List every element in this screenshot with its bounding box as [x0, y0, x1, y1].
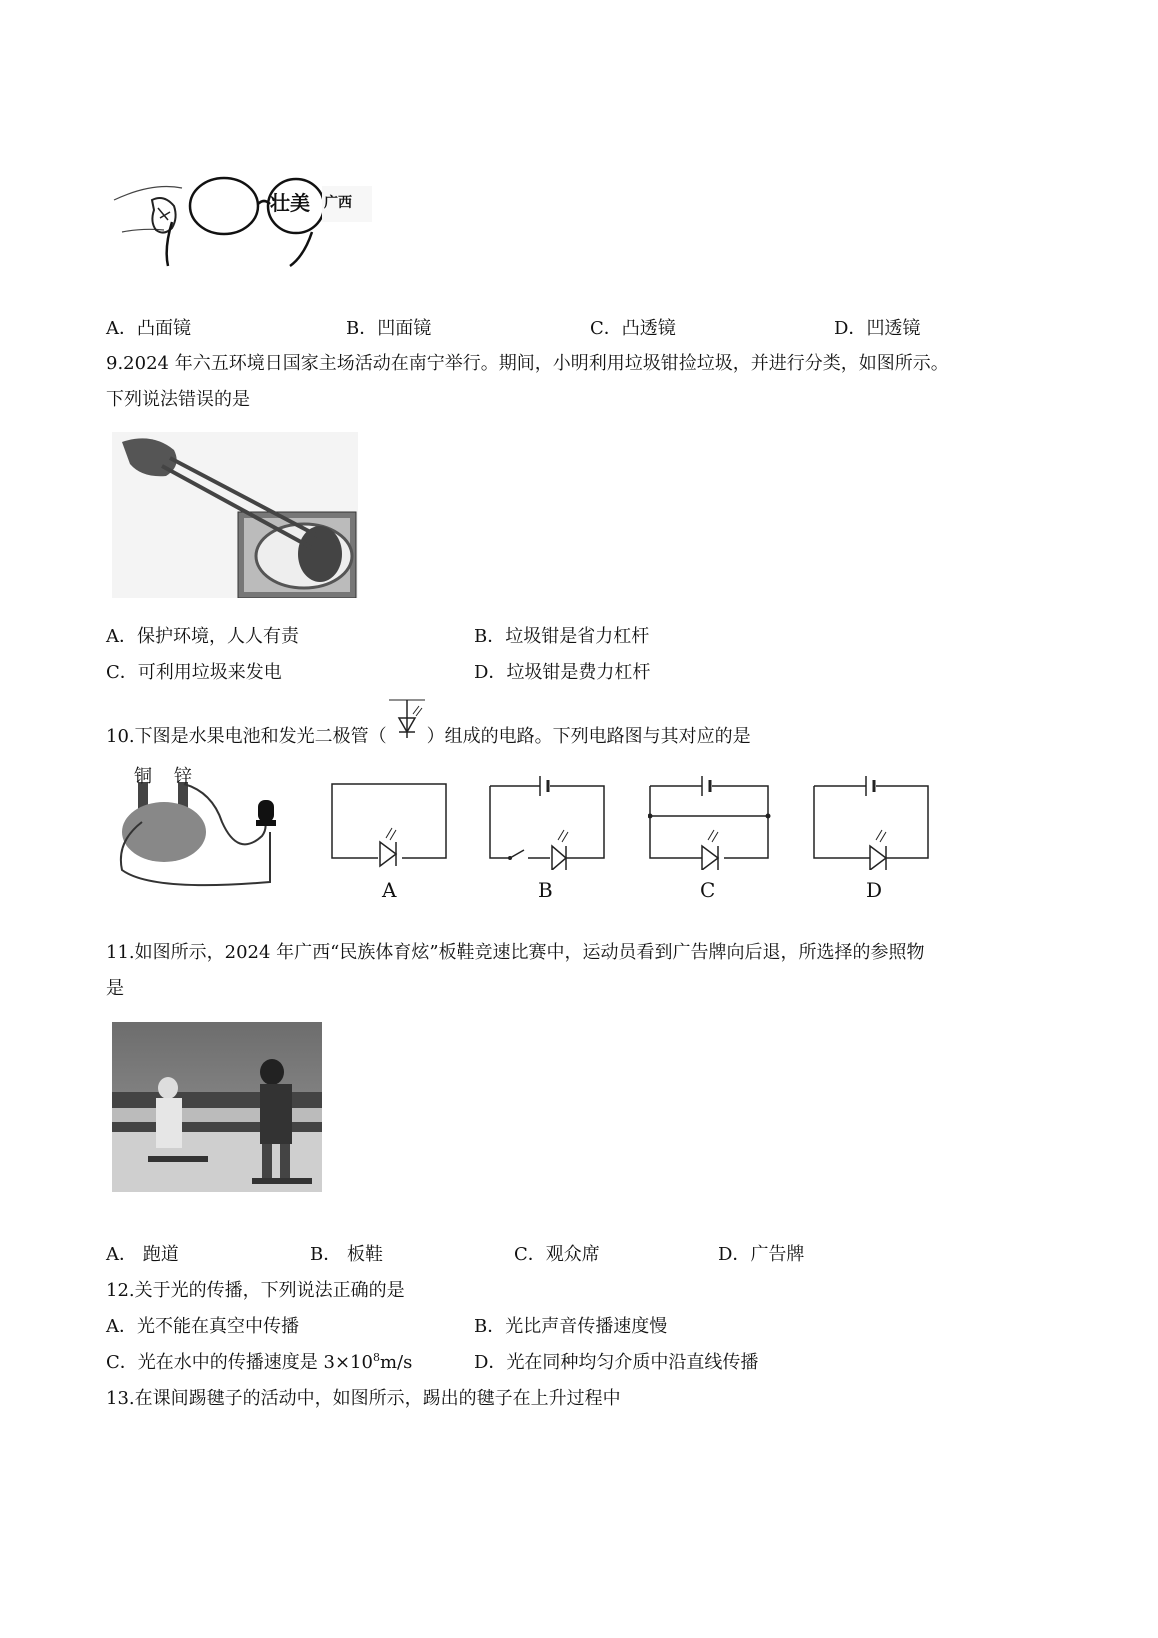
q11-figure-race-photo	[112, 1022, 322, 1192]
q8-option-b[interactable]: B．凹面镜	[346, 318, 432, 339]
q10-circuit-d[interactable]	[812, 774, 932, 912]
q10-label-copper: 铜	[134, 766, 152, 787]
q10-circuit-b[interactable]	[488, 774, 608, 912]
q8-sign-text-2: 广西	[324, 195, 352, 211]
q12-option-d[interactable]: D．光在同种均匀介质中沿直线传播	[474, 1352, 759, 1373]
q10-label-zinc: 锌	[174, 766, 192, 787]
q10-figure-fruit-battery	[112, 762, 298, 898]
q11-option-d[interactable]: D．广告牌	[718, 1244, 805, 1265]
q10-circuit-c[interactable]	[648, 774, 772, 912]
q11-option-b[interactable]: B． 板鞋	[310, 1244, 383, 1265]
q12-stem: 12.关于光的传播，下列说法正确的是	[106, 1280, 405, 1301]
q9-option-b[interactable]: B．垃圾钳是省力杠杆	[474, 626, 650, 647]
q10-circuit-label-c: C	[700, 878, 716, 902]
q8-option-d[interactable]: D．凹透镜	[834, 318, 921, 339]
q9-figure-trash-picker	[112, 432, 358, 608]
q9-option-a[interactable]: A．保护环境，人人有责	[106, 626, 299, 647]
led-symbol-icon	[387, 722, 427, 742]
q8-option-a[interactable]: A．凸面镜	[106, 318, 191, 339]
q9-stem-line1: 9.2024 年六五环境日国家主场活动在南宁举行。期间，小明利用垃圾钳捡垃圾，并进行分类，如图所示。	[106, 353, 949, 374]
q12-option-a[interactable]: A．光不能在真空中传播	[106, 1316, 299, 1337]
q11-stem-line1: 11.如图所示，2024 年广西“民族体育炫”板鞋竞速比赛中，运动员看到广告牌向后退，所选择的参照物	[106, 942, 925, 963]
q11-option-a[interactable]: A． 跑道	[106, 1244, 179, 1265]
q10-circuit-label-a: A	[382, 878, 397, 902]
q13-stem: 13.在课间踢毽子的活动中，如图所示，踢出的毽子在上升过程中	[106, 1388, 621, 1409]
q11-option-c[interactable]: C．观众席	[514, 1244, 600, 1265]
q8-sign-text: 壮美	[270, 191, 310, 215]
q10-circuit-a[interactable]	[330, 780, 450, 912]
q12-option-b[interactable]: B．光比声音传播速度慢	[474, 1316, 668, 1337]
q12-option-c[interactable]: C．光在水中的传播速度是 $3\times 10^8m/s$	[106, 1351, 413, 1373]
q9-option-c[interactable]: C．可利用垃圾来发电	[106, 662, 282, 683]
q10-circuit-label-d: D	[866, 878, 883, 902]
q9-option-d[interactable]: D．垃圾钳是费力杠杆	[474, 662, 651, 683]
q9-stem-line2: 下列说法错误的是	[106, 389, 250, 410]
q8-figure-glasses	[112, 170, 374, 275]
q10-stem: 10.下图是水果电池和发光二极管（ ）组成的电路。下列电路图与其对应的是	[106, 722, 751, 748]
q8-option-c[interactable]: C．凸透镜	[590, 318, 676, 339]
q10-circuit-label-b: B	[538, 878, 553, 902]
q11-stem-line2: 是	[106, 978, 124, 999]
